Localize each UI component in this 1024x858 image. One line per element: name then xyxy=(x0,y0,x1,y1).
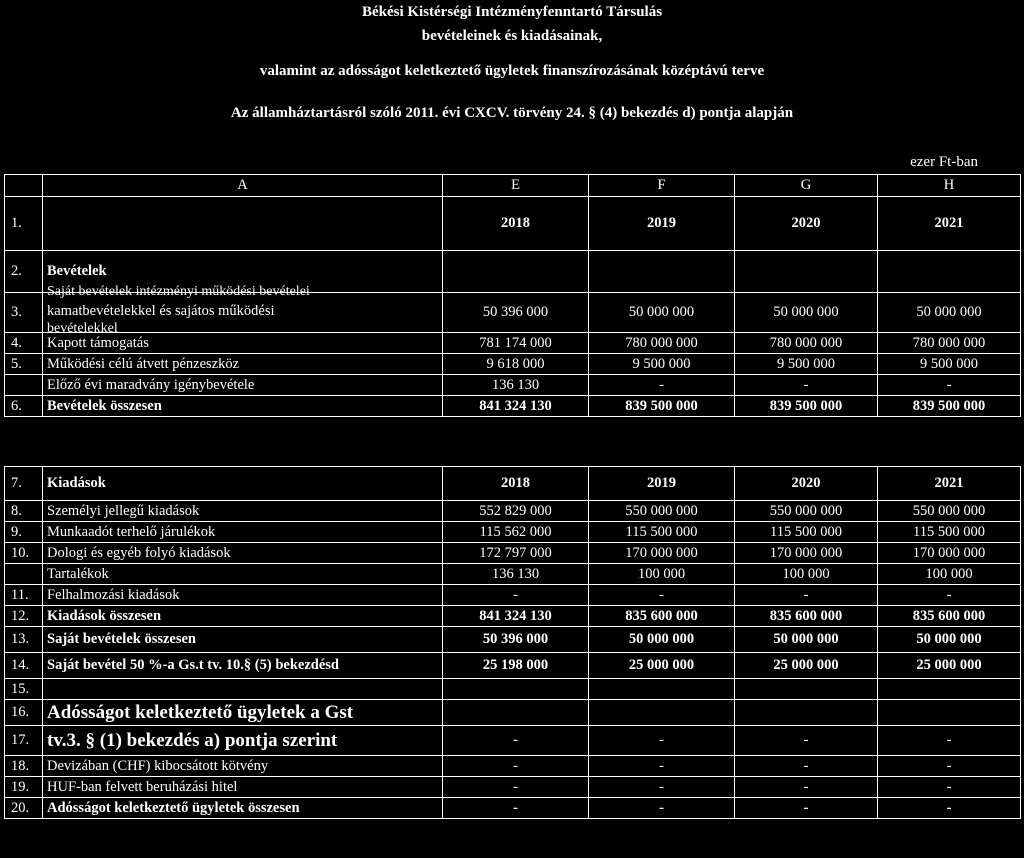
title-line-1: Békési Kistérségi Intézményfenntartó Társulás xyxy=(361,4,663,20)
value-cell: 781 174 000 xyxy=(443,333,589,354)
value-cell: 25 000 000 xyxy=(589,653,735,679)
value-cell: 839 500 000 xyxy=(878,396,1021,417)
empty-cell xyxy=(878,679,1021,700)
row-number: 5. xyxy=(5,354,43,375)
value-cell: - xyxy=(878,375,1021,396)
row-number: 19. xyxy=(5,777,43,798)
row-number: 16. xyxy=(5,700,43,726)
value-cell: - xyxy=(589,798,735,819)
value-cell: 50 000 000 xyxy=(878,293,1021,333)
value-cell: 50 000 000 xyxy=(589,627,735,653)
value-cell: - xyxy=(735,585,878,606)
value-cell: - xyxy=(443,777,589,798)
empty-cell xyxy=(443,700,589,726)
value-cell: 50 396 000 xyxy=(443,293,589,333)
value-cell: 50 000 000 xyxy=(589,293,735,333)
table-row xyxy=(5,777,1021,798)
value-cell: 552 829 000 xyxy=(443,501,589,522)
section-label: tv.3. § (1) bekezdés a) pontja szerint xyxy=(43,726,443,756)
value-cell: - xyxy=(589,375,735,396)
value-cell: - xyxy=(589,777,735,798)
row-label: kamatbevételekkel és sajátos működési xyxy=(47,303,275,319)
empty-cell xyxy=(5,175,43,197)
row-label: HUF-ban felvett beruházási hitel xyxy=(43,777,443,798)
value-cell: 115 500 000 xyxy=(589,522,735,543)
table-row xyxy=(5,606,1021,627)
value-cell: 550 000 000 xyxy=(878,501,1021,522)
value-cell: 841 324 130 xyxy=(443,396,589,417)
table-row xyxy=(5,564,1021,585)
value-cell: 170 000 000 xyxy=(735,543,878,564)
value-cell: 172 797 000 xyxy=(443,543,589,564)
value-cell: 835 600 000 xyxy=(735,606,878,627)
value-cell: - xyxy=(443,585,589,606)
empty-cell xyxy=(735,251,878,293)
row-label: Saját bevétel 50 %-a Gs.t tv. 10.§ (5) bekezdésd xyxy=(43,653,443,679)
value-cell: 9 618 000 xyxy=(443,354,589,375)
value-cell: 550 000 000 xyxy=(589,501,735,522)
value-cell: - xyxy=(878,777,1021,798)
row-number xyxy=(5,564,43,585)
value-cell: 25 198 000 xyxy=(443,653,589,679)
table-row xyxy=(5,700,1021,726)
row-label-cell xyxy=(43,284,443,336)
value-cell: 115 500 000 xyxy=(878,522,1021,543)
value-cell: 780 000 000 xyxy=(589,333,735,354)
empty-cell xyxy=(589,679,735,700)
value-cell: 170 000 000 xyxy=(589,543,735,564)
table-row xyxy=(5,726,1021,756)
value-cell: - xyxy=(878,756,1021,777)
column-letter: H xyxy=(878,175,1021,197)
table-row xyxy=(5,627,1021,653)
title-line-2: bevételeinek és kiadásainak, xyxy=(421,28,603,44)
row-label: Adósságot keletkeztető ügyletek összesen xyxy=(43,798,443,819)
row-label: Bevételek xyxy=(43,251,443,293)
column-letter: F xyxy=(589,175,735,197)
table-row xyxy=(5,396,1021,417)
empty-cell xyxy=(43,197,443,251)
value-cell: 115 500 000 xyxy=(735,522,878,543)
value-cell: 780 000 000 xyxy=(735,333,878,354)
column-letter: G xyxy=(735,175,878,197)
value-cell: - xyxy=(735,756,878,777)
table-row xyxy=(5,375,1021,396)
value-cell: 100 000 xyxy=(878,564,1021,585)
empty-cell xyxy=(443,251,589,293)
empty-cell xyxy=(735,679,878,700)
table-row xyxy=(5,522,1021,543)
row-number: 6. xyxy=(5,396,43,417)
title-line-3: valamint az adósságot keletkeztető ügyletek finanszírozásának középtávú terve xyxy=(259,63,765,79)
year-header: 2018 xyxy=(443,197,589,251)
value-cell: - xyxy=(878,798,1021,819)
column-letter-row xyxy=(5,175,1021,197)
year-header: 2019 xyxy=(589,197,735,251)
table-row xyxy=(5,354,1021,375)
value-cell: - xyxy=(878,585,1021,606)
table-row xyxy=(5,501,1021,522)
value-cell: 50 000 000 xyxy=(735,293,878,333)
table-row xyxy=(5,756,1021,777)
value-cell: 841 324 130 xyxy=(443,606,589,627)
value-cell: - xyxy=(878,726,1021,756)
row-label: Előző évi maradvány igénybevétele xyxy=(43,375,443,396)
row-number: 13. xyxy=(5,627,43,653)
value-cell: 136 130 xyxy=(443,564,589,585)
row-number: 8. xyxy=(5,501,43,522)
value-cell: - xyxy=(735,777,878,798)
row-label: Kapott támogatás xyxy=(43,333,443,354)
row-number: 12. xyxy=(5,606,43,627)
row-label: Személyi jellegű kiadások xyxy=(43,501,443,522)
row-number: 11. xyxy=(5,585,43,606)
value-cell: 550 000 000 xyxy=(735,501,878,522)
row-label: Kiadások összesen xyxy=(43,606,443,627)
clipped-text: Saját bevételek intézményi működési bevételei xyxy=(47,284,310,299)
table-header-row xyxy=(5,467,1021,501)
empty-cell xyxy=(443,679,589,700)
value-cell: - xyxy=(443,798,589,819)
year-row xyxy=(5,197,1021,251)
table-row xyxy=(5,585,1021,606)
section-label: Adósságot keletkeztető ügyletek a Gst xyxy=(43,700,443,726)
value-cell: 25 000 000 xyxy=(878,653,1021,679)
value-cell: - xyxy=(443,756,589,777)
row-number: 9. xyxy=(5,522,43,543)
year-header: 2021 xyxy=(878,467,1021,501)
expenditure-table xyxy=(4,466,1021,819)
column-letter: A xyxy=(43,175,443,197)
empty-cell xyxy=(878,251,1021,293)
value-cell: 50 000 000 xyxy=(878,627,1021,653)
year-header: 2020 xyxy=(735,197,878,251)
row-number: 20. xyxy=(5,798,43,819)
value-cell: 9 500 000 xyxy=(878,354,1021,375)
value-cell: - xyxy=(589,756,735,777)
value-cell: 115 562 000 xyxy=(443,522,589,543)
revenue-table xyxy=(4,174,1021,417)
empty-cell xyxy=(878,700,1021,726)
row-label: Munkaadót terhelő járulékok xyxy=(43,522,443,543)
row-label: Működési célú átvett pénzeszköz xyxy=(43,354,443,375)
column-letter: E xyxy=(443,175,589,197)
table-row xyxy=(5,293,1021,333)
value-cell: 9 500 000 xyxy=(735,354,878,375)
row-number: 2. xyxy=(5,251,43,293)
section-label: Kiadások xyxy=(43,467,443,501)
row-label: Devizában (CHF) kibocsátott kötvény xyxy=(43,756,443,777)
value-cell: 835 600 000 xyxy=(878,606,1021,627)
value-cell: 100 000 xyxy=(735,564,878,585)
year-header: 2020 xyxy=(735,467,878,501)
value-cell: 50 000 000 xyxy=(735,627,878,653)
row-number: 10. xyxy=(5,543,43,564)
value-cell: 839 500 000 xyxy=(589,396,735,417)
year-header: 2018 xyxy=(443,467,589,501)
empty-cell xyxy=(589,700,735,726)
row-number: 1. xyxy=(5,197,43,251)
value-cell: - xyxy=(735,798,878,819)
row-label: Bevételek összesen xyxy=(43,396,443,417)
row-label: Felhalmozási kiadások xyxy=(43,585,443,606)
value-cell: 780 000 000 xyxy=(878,333,1021,354)
value-cell: - xyxy=(589,726,735,756)
value-cell: 100 000 xyxy=(589,564,735,585)
table-row xyxy=(5,798,1021,819)
row-number: 7. xyxy=(5,467,43,501)
value-cell: 170 000 000 xyxy=(878,543,1021,564)
clipped-text: bevételekkel xyxy=(47,321,118,336)
row-number: 3. xyxy=(5,293,43,333)
table-row xyxy=(5,679,1021,700)
value-cell: 9 500 000 xyxy=(589,354,735,375)
table-row xyxy=(5,333,1021,354)
value-cell: 25 000 000 xyxy=(735,653,878,679)
value-cell: 50 396 000 xyxy=(443,627,589,653)
empty-cell xyxy=(735,700,878,726)
row-label: Tartalékok xyxy=(43,564,443,585)
title-line-4: Az államháztartásról szóló 2011. évi CXCV. törvény 24. § (4) bekezdés d) pontja alapján xyxy=(230,105,794,121)
row-number: 17. xyxy=(5,726,43,756)
value-cell: - xyxy=(443,726,589,756)
table-row xyxy=(5,653,1021,679)
value-cell: 835 600 000 xyxy=(589,606,735,627)
row-number: 14. xyxy=(5,653,43,679)
value-cell: - xyxy=(735,726,878,756)
unit-label: ezer Ft-ban xyxy=(910,154,978,170)
row-number: 18. xyxy=(5,756,43,777)
empty-cell xyxy=(589,251,735,293)
row-number: 4. xyxy=(5,333,43,354)
value-cell: 839 500 000 xyxy=(735,396,878,417)
year-header: 2019 xyxy=(589,467,735,501)
row-number: 15. xyxy=(5,679,43,700)
table-row xyxy=(5,543,1021,564)
row-label: Dologi és egyéb folyó kiadások xyxy=(43,543,443,564)
year-header: 2021 xyxy=(878,197,1021,251)
value-cell: 136 130 xyxy=(443,375,589,396)
row-label: Saját bevételek összesen xyxy=(43,627,443,653)
row-number xyxy=(5,375,43,396)
value-cell: - xyxy=(735,375,878,396)
value-cell: - xyxy=(589,585,735,606)
row-label xyxy=(43,679,443,700)
